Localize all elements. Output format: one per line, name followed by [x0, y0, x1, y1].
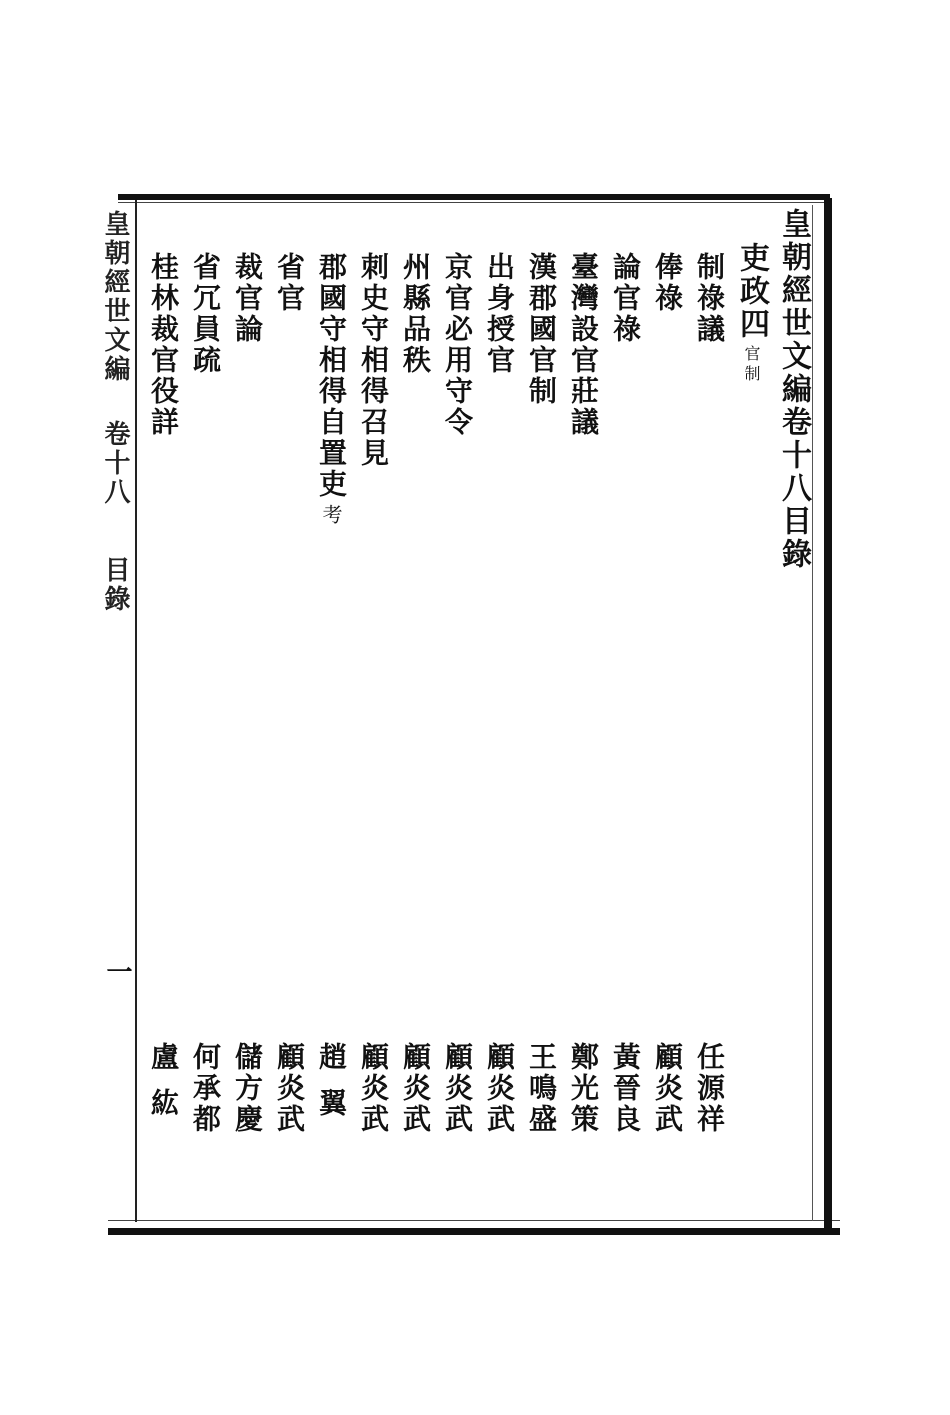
entry-author: 顧炎武 [399, 1042, 432, 1135]
entry-title: 裁官論 [231, 252, 264, 345]
entry-note: 考 [319, 504, 343, 528]
entry-title: 桂林裁官役詳 [147, 252, 180, 438]
entry-author: 黃晉良 [609, 1042, 642, 1135]
entry-title-with-note [315, 252, 348, 528]
frame-top-thin-rule [118, 202, 830, 203]
entry-author: 顧炎武 [483, 1042, 516, 1135]
page-title: 皇朝經世文編卷十八目錄 [776, 208, 811, 571]
entry-author: 盧紘 [147, 1042, 180, 1134]
entry-author: 王鳴盛 [525, 1042, 558, 1135]
entry-title: 制祿議 [693, 252, 726, 345]
entry-author: 鄭光策 [567, 1042, 600, 1135]
entry-title: 省官 [273, 252, 306, 314]
entry-author: 顧炎武 [441, 1042, 474, 1135]
entry-author: 顧炎武 [651, 1042, 684, 1135]
entry-title: 臺灣設官莊議 [567, 252, 600, 438]
entry-title: 州縣品秩 [399, 252, 432, 376]
entry-author: 顧炎武 [273, 1042, 306, 1135]
entry-title: 京官必用守令 [441, 252, 474, 438]
section-title: 吏政四 [734, 242, 769, 341]
margin-gutter-rule [135, 200, 137, 1222]
entry-title: 郡國守相得自置吏 [315, 252, 348, 500]
margin-label: 目錄 [100, 556, 130, 614]
frame-right-thin-rule [812, 205, 813, 1221]
section-heading [734, 242, 769, 385]
margin-volume: 卷十八 [100, 420, 130, 507]
entry-title: 省冗員疏 [189, 252, 222, 376]
entry-title: 論官祿 [609, 252, 642, 345]
entry-author: 趙翼 [315, 1042, 348, 1134]
section-note: 官制 [742, 345, 761, 385]
entry-author: 顧炎武 [357, 1042, 390, 1135]
frame-right-rule [824, 198, 832, 1232]
frame-bottom-thin-rule [108, 1220, 840, 1221]
entry-title: 漢郡國官制 [525, 252, 558, 407]
margin-folio: 一 [102, 958, 132, 986]
frame-bottom-rule [108, 1228, 840, 1235]
entry-author: 何承都 [189, 1042, 222, 1135]
entry-title: 出身授官 [483, 252, 516, 376]
entry-title: 俸祿 [651, 252, 684, 314]
entry-title: 刺史守相得召見 [357, 252, 390, 469]
entry-author: 任源祥 [693, 1042, 726, 1135]
entry-author: 儲方慶 [231, 1042, 264, 1135]
frame-top-rule [118, 194, 830, 200]
margin-book-title: 皇朝經世文編 [100, 210, 130, 384]
